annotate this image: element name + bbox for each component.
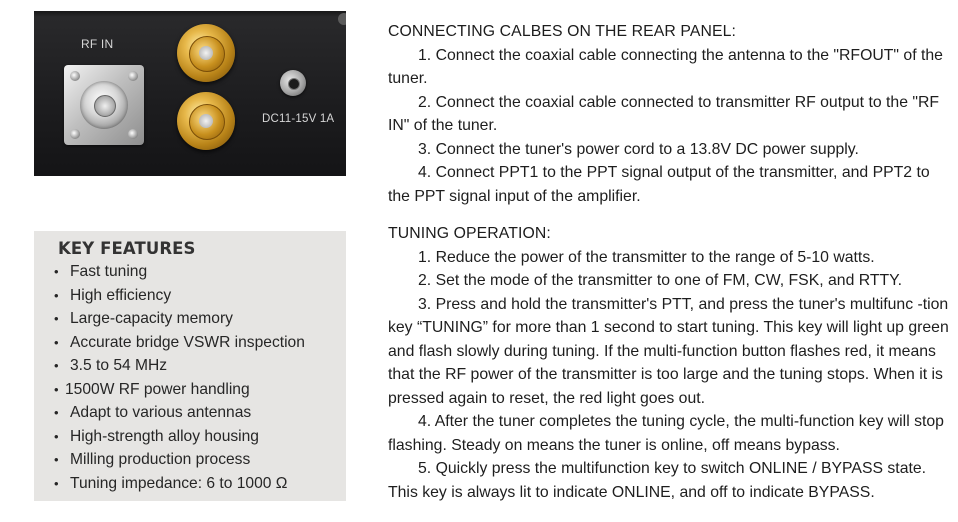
connecting-section [388, 20, 954, 208]
connecting-heading: CONNECTING CALBES ON THE REAR PANEL: [388, 23, 736, 40]
list-item [54, 472, 346, 496]
dc-power-label: DC11-15V 1A [262, 113, 335, 125]
tuning-heading: TUNING OPERATION: [388, 225, 551, 242]
dc-jack-icon [280, 70, 306, 96]
screw-icon [70, 129, 80, 139]
panel-top-shadow [34, 11, 346, 17]
feature-text: 3.5 to 54 MHz [70, 357, 168, 374]
feature-text: 1500W RF power handling [65, 380, 250, 398]
screw-icon [128, 71, 138, 81]
bullet-icon: • [54, 475, 59, 491]
tuning-step: 4. After the tuner completes the tuning cycle, the multi-function key will stop flashing. Steady on means the tuner is online, off means bypass. [388, 413, 944, 454]
connecting-step: 3. Connect the tuner's power cord to a 13.8V DC power supply. [418, 140, 859, 158]
connecting-step: 4. Connect PPT1 to the PPT signal output of the transmitter, and PPT2 to the PPT signal input of the amplifier. [388, 164, 930, 205]
rca-connector-icon [177, 24, 235, 82]
tuning-step: 2. Set the mode of the transmitter to one of FM, CW, FSK, and RTTY. [418, 272, 903, 289]
list-item [54, 354, 346, 378]
key-features-box [34, 231, 346, 501]
list-item [54, 331, 346, 355]
connecting-step: 1. Connect the coaxial cable connecting the antenna to the "RFOUT" of the tuner. [388, 46, 943, 87]
bullet-icon: • [54, 452, 59, 467]
list-item [54, 307, 346, 331]
bullet-icon: • [54, 381, 59, 397]
tuning-step: 5. Quickly press the multifunction key to switch ONLINE / BYPASS state. This key is always lit to indicate ONLINE, and off to indicate BYPASS. [388, 460, 927, 501]
so239-connector-icon [64, 65, 144, 145]
list-item [54, 378, 346, 402]
tuning-step: 3. Press and hold the transmitter's PTT, and press the tuner's multifunc -tion key “TUNING” for more than 1 second to start tuning. This key will light up green and flash slowly during tuning. If the multi-function button flashes red, it means that the RF power of the transmitter is too large and the tuning stops. When it is pressed again to reset, the red light goes out. [388, 295, 949, 407]
feature-text: Large-capacity memory [70, 310, 233, 327]
feature-text: Tuning impedance: 6 to 1000 Ω [70, 474, 288, 492]
connecting-step: 2. Connect the coaxial cable connected to transmitter RF output to the "RF IN" of the tuner. [388, 93, 940, 134]
features-list [54, 260, 346, 495]
list-item [54, 401, 346, 425]
feature-text: High-strength alloy housing [70, 427, 259, 445]
connector-barrel [80, 81, 128, 129]
screw-icon [70, 71, 80, 81]
bullet-icon: • [54, 264, 59, 279]
feature-text: High efficiency [70, 286, 172, 304]
rear-panel-photo [34, 11, 346, 176]
instructions-text [388, 20, 954, 504]
rca-connector-icon [177, 92, 235, 150]
bullet-icon: • [54, 311, 59, 326]
panel-corner [338, 13, 346, 25]
screw-icon [128, 129, 138, 139]
list-item [54, 284, 346, 308]
feature-text: Milling production process [70, 451, 251, 468]
feature-text: Fast tuning [70, 263, 148, 280]
list-item [54, 260, 346, 284]
bullet-icon: • [54, 358, 59, 373]
bullet-icon: • [54, 428, 59, 444]
list-item [54, 448, 346, 472]
feature-text: Accurate bridge VSWR inspection [70, 333, 305, 351]
bullet-icon: • [54, 405, 59, 420]
bullet-icon: • [54, 287, 59, 303]
rf-in-label: RF IN [81, 37, 114, 51]
list-item [54, 425, 346, 449]
bullet-icon: • [54, 334, 59, 350]
features-title: KEY FEATURES [58, 239, 196, 258]
tuning-step: 1. Reduce the power of the transmitter to the range of 5-10 watts. [418, 248, 875, 266]
feature-text: Adapt to various antennas [70, 404, 252, 421]
tuning-section [388, 222, 954, 504]
